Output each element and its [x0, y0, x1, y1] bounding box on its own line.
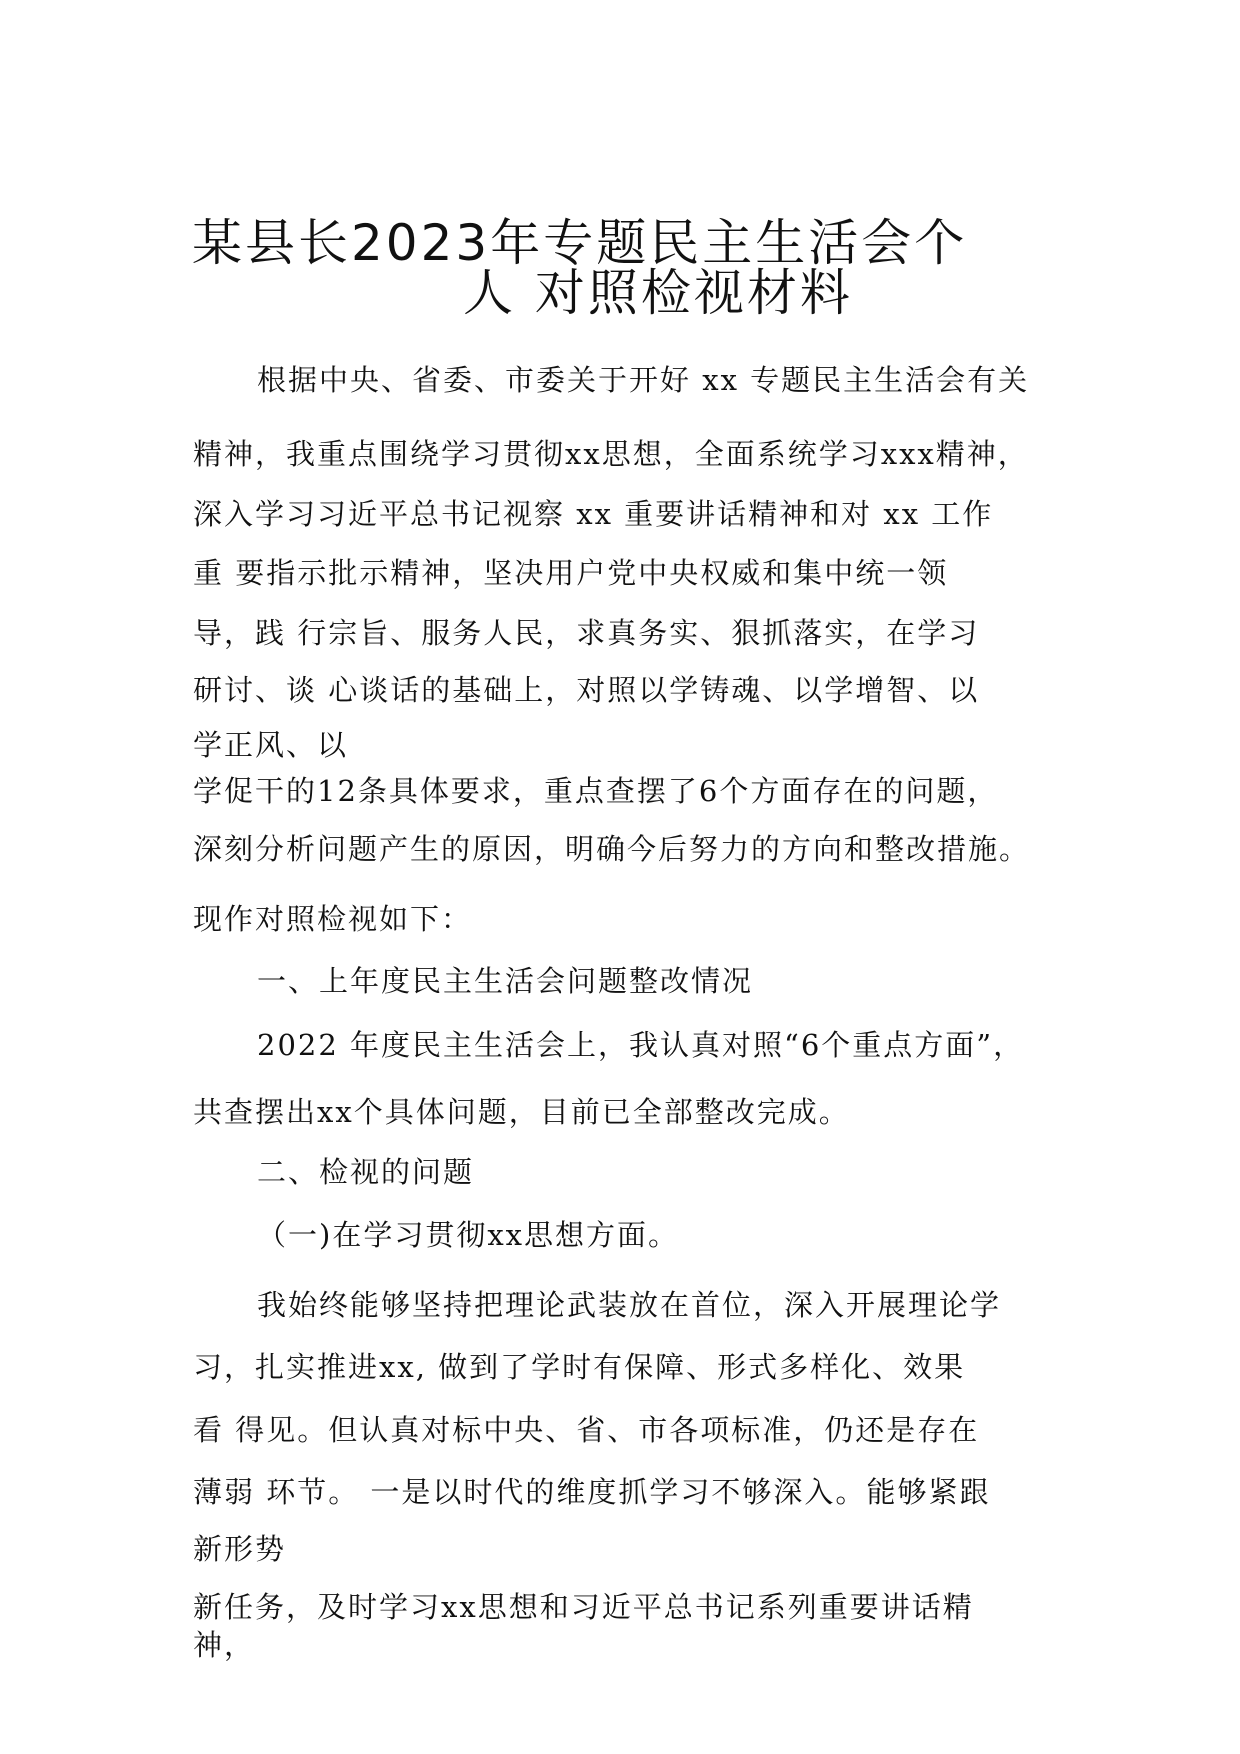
paragraph-line: 精神，我重点围绕学习贯彻xx思想，全面系统学习xxx精神，	[193, 437, 1029, 471]
subsection-heading: （一)在学习贯彻xx思想方面。	[257, 1218, 680, 1252]
paragraph-line: 导，践 行宗旨、服务人民，求真务实、狠抓落实，在学习	[193, 616, 980, 650]
paragraph-line: 研讨、谈 心谈话的基础上，对照以学铸魂、以学增智、以	[193, 673, 980, 707]
paragraph-line: 新形势	[193, 1532, 287, 1566]
paragraph-line: 重 要指示批示精神，坚决用户党中央权威和集中统一领	[193, 556, 949, 590]
paragraph-line: 深入学习习近平总书记视察 xx 重要讲话精神和对 xx 工作	[193, 497, 994, 531]
paragraph-line: 看 得见。但认真对标中央、省、市各项标准，仍还是存在	[193, 1413, 980, 1447]
document-title-line-1: 某县长2023年专题民主生活会个	[192, 214, 968, 272]
paragraph-line: 薄弱 环节。 一是以时代的维度抓学习不够深入。能够紧跟	[193, 1475, 991, 1509]
paragraph-line: 现作对照检视如下：	[193, 902, 473, 936]
paragraph-line: 神，	[193, 1628, 256, 1662]
paragraph-line: 新任务，及时学习xx思想和习近平总书记系列重要讲话精	[193, 1590, 974, 1624]
paragraph-line: 深刻分析问题产生的原因，明确今后努力的方向和整改措施。	[193, 832, 1031, 866]
section-heading: 一、上年度民主生活会问题整改情况	[257, 964, 754, 998]
paragraph-line: 2022 年度民主生活会上，我认真对照“6个重点方面”，	[257, 1028, 1025, 1062]
paragraph-line: 我始终能够坚持把理论武装放在首位，深入开展理论学	[257, 1288, 1002, 1322]
paragraph-line: 学正风、以	[193, 728, 349, 762]
paragraph-line: 习，扎实推进xx, 做到了学时有保障、形式多样化、效果	[193, 1350, 966, 1384]
paragraph-line: 学促干的12条具体要求，重点查摆了6个方面存在的问题，	[193, 774, 999, 808]
section-heading: 二、检视的问题	[257, 1155, 475, 1189]
paragraph-line: 共查摆出xx个具体问题，目前已全部整改完成。	[193, 1095, 850, 1129]
document-title-line-2: 人 对照检视材料	[463, 264, 853, 322]
paragraph-line: 根据中央、省委、市委关于开好 xx 专题民主生活会有关	[257, 363, 1030, 397]
